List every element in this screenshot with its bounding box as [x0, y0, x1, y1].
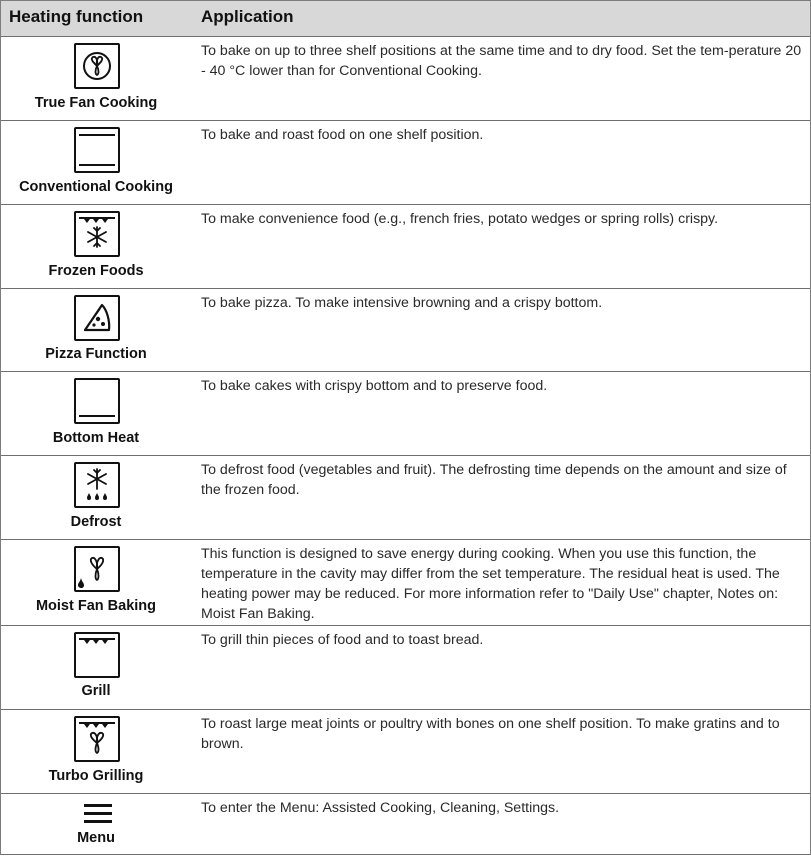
table-row: [1, 372, 810, 456]
table-row: [1, 456, 810, 540]
table-row: [1, 794, 810, 855]
header-application: Application: [201, 7, 294, 26]
menu-icon: [83, 800, 113, 828]
function-application: To defrost food (vegetables and fruit). The defrosting time depends on the amount and size of the frozen food.: [201, 462, 787, 498]
function-application: To bake pizza. To make intensive browning and a crispy bottom.: [201, 295, 603, 311]
function-application: To make convenience food (e.g., french fries, potato wedges or spring rolls) crispy.: [201, 211, 719, 227]
function-name: Conventional Cooking: [19, 179, 173, 195]
function-name: Frozen Foods: [48, 263, 144, 279]
bottom-heat-icon: [74, 378, 120, 424]
table-row: [1, 37, 810, 121]
function-name: Defrost: [70, 514, 122, 530]
function-application: To bake and roast food on one shelf position.: [201, 127, 484, 143]
table-row: [1, 205, 810, 289]
function-name: Bottom Heat: [52, 430, 140, 446]
function-name: Moist Fan Baking: [35, 598, 157, 614]
table-row: [1, 540, 810, 626]
turbo-grilling-icon: [74, 716, 120, 762]
function-name: Menu: [77, 830, 115, 846]
function-name: True Fan Cooking: [34, 95, 158, 111]
moist-fan-baking-icon: [74, 546, 120, 592]
function-application: To bake cakes with crispy bottom and to preserve food.: [201, 378, 548, 394]
grill-icon: [74, 632, 120, 678]
defrost-icon: [74, 462, 120, 508]
header-heating-function: Heating function: [9, 7, 144, 26]
true-fan-cooking-icon: [74, 43, 120, 89]
function-name: Pizza Function: [45, 346, 147, 362]
conventional-cooking-icon: [74, 127, 120, 173]
function-application: This function is designed to save energy during cooking. When you use this function, the temperature in the cavity may differ from the set temperature. The residual heat is used. The heating power may be reduced. For more information refer to "Daily Use" chapter, Notes on: Moist Fan Baking.: [201, 546, 780, 622]
table-row: [1, 626, 810, 710]
function-application: To bake on up to three shelf positions at the same time and to dry food. Set the tem-perature 20 - 40 °C lower than for Conventional Cooking.: [201, 43, 802, 79]
frozen-foods-icon: [74, 211, 120, 257]
table-row: [1, 289, 810, 372]
function-application: To roast large meat joints or poultry with bones on one shelf position. To make gratins and to brown.: [201, 716, 780, 752]
pizza-function-icon: [74, 295, 120, 341]
table-row: [1, 121, 810, 205]
table-row: [1, 710, 810, 794]
function-name: Turbo Grilling: [48, 768, 144, 784]
function-name: Grill: [81, 683, 111, 699]
function-application: To grill thin pieces of food and to toast bread.: [201, 632, 484, 648]
function-application: To enter the Menu: Assisted Cooking, Cleaning, Settings.: [201, 800, 560, 816]
table-header: [1, 1, 810, 37]
